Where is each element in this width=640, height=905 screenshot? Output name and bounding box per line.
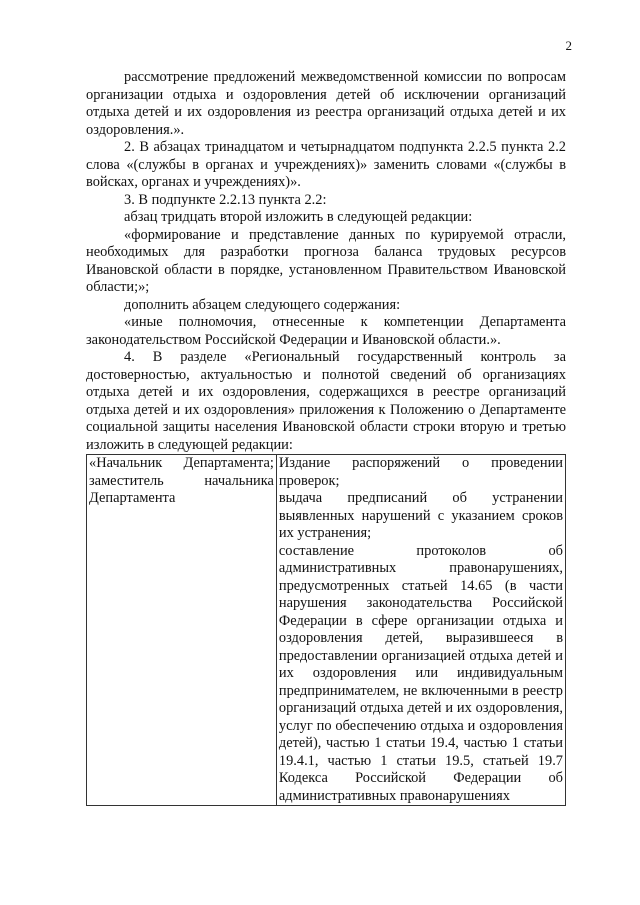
paragraph: дополнить абзацем следующего содержания: bbox=[124, 296, 401, 313]
paragraph: абзац тридцать второй изложить в следующей редакции: bbox=[124, 209, 473, 225]
document-body bbox=[86, 69, 566, 806]
powers-item: выдача предписаний об устранении выявленных нарушений с указанием сроков их устранения; bbox=[278, 490, 563, 541]
powers-cell bbox=[276, 455, 565, 806]
paragraph: 2. В абзацах тринадцатом и четырнадцатом подпункта 2.2.5 пункта 2.2 слова «(службы в органах и учреждениях)» заменить словами «(службы в войсках, органах и учреждениях)». bbox=[86, 139, 566, 190]
paragraph: 3. В подпункте 2.2.13 пункта 2.2: bbox=[124, 191, 327, 208]
paragraph: 4. В разделе «Региональный государственный контроль за достоверностью, актуальностью и полнотой сведений об организациях отдыха детей и их оздоровления, содержащихся в реестре организаций отдыха детей и их оздоровления» приложения к Положению о Департаменте социальной защиты населения Ивановской области строки вторую и третью изложить в следующей редакции: bbox=[86, 349, 566, 453]
official-position-cell: «Начальник Департамента; заместитель начальника Департамента bbox=[87, 455, 277, 806]
paragraph: «формирование и представление данных по курируемой отрасли, необходимых для разработки прогноза баланса трудовых ресурсов Ивановской области в порядке, установленном Правительством Ивановской области;»; bbox=[86, 226, 566, 295]
page-number: 2 bbox=[565, 38, 572, 53]
paragraph: «иные полномочия, отнесенные к компетенции Департамента законодательством Российской Федерации и Ивановской области.». bbox=[86, 314, 566, 348]
paragraph: рассмотрение предложений межведомственной комиссии по вопросам организации отдыха и оздоровления детей об исключении организаций отдыха детей и их оздоровления из реестра организаций отдыха детей и их оздоровления.». bbox=[86, 69, 566, 138]
amendment-table bbox=[86, 454, 566, 806]
powers-item: составление протоколов об административных правонарушениях, предусмотренных статьей 14.65 (в части нарушения законодательства Российской Федерации в сфере организации отдыха и оздоровления детей, выразившееся в предоставлении организацией отдыха детей и их оздоровления или индивидуальным предпринимателем, не включенными в реестр организаций отдыха детей и их оздоровления, услуг по обеспечению отдыха и оздоровления детей), частью 1 статьи 19.4, частью 1 статьи 19.4.1, частью 1 статьи 19.5, статьей 19.7 Кодекса Российской Федерации об административных правонарушениях bbox=[278, 542, 563, 804]
table-row bbox=[87, 455, 566, 806]
powers-item: Издание распоряжений о проведении проверок; bbox=[278, 455, 563, 489]
